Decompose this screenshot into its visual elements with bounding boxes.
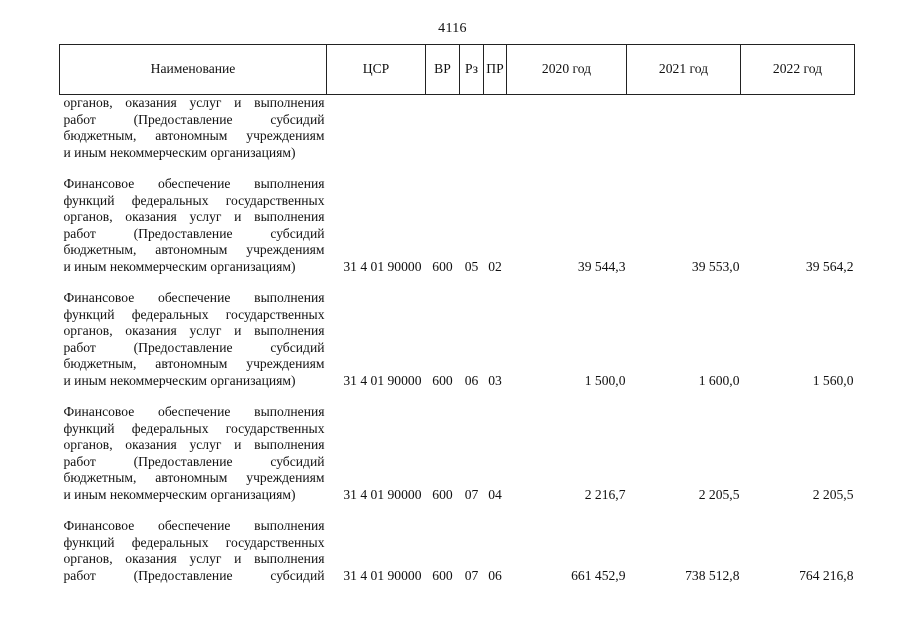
row-name-line: бюджетным, автономным учреждениям [63,128,325,143]
row-csr: 31 4 01 90000 [343,486,422,502]
row-pr: 02 [488,258,502,274]
row-name [60,404,327,503]
row-name-line: бюджетным, автономным учреждениям [63,356,325,371]
page-number: 4116 [438,21,467,36]
row-vr: 600 [432,567,453,583]
table-header-row [60,45,855,95]
row-value-2022 [741,95,855,162]
row-csr: 31 4 01 90000 [343,372,422,388]
row-vr: 600 [432,372,453,388]
row-name-line: бюджетным, автономным учреждениям [63,470,325,485]
column-header-2022: 2022 год [741,45,855,95]
row-name-line: работ (Предоставление субсидий [63,111,325,127]
row-value-2021: 738 512,8 [685,567,740,583]
row-name-line: функций федеральных государственных [63,192,325,208]
row-name-line: работ (Предоставление субсидий [63,453,325,469]
row-name-line: и иным некоммерческим организациям) [63,486,296,502]
column-header-pr: ПР [484,45,507,95]
row-rz: 06 [464,372,479,388]
row-name-line: органов, оказания услуг и выполнения [63,95,325,110]
row-value-2021: 2 205,5 [698,486,740,502]
row-spacer [60,161,855,176]
row-value-2021: 1 600,0 [698,372,740,388]
table-row [60,290,855,389]
row-csr [327,95,426,162]
row-name [60,518,327,584]
row-spacer [60,503,855,518]
row-name-line: Финансовое обеспечение выполнения [63,518,325,533]
row-name-line: Финансовое обеспечение выполнения [63,176,325,191]
row-rz: 07 [464,486,479,502]
row-name-line: работ (Предоставление субсидий [63,567,325,583]
row-pr: 03 [488,372,502,388]
column-header-csr: ЦСР [327,45,426,95]
row-name-line: работ (Предоставление субсидий [63,339,325,355]
row-name-line: и иным некоммерческим организациям) [63,258,296,274]
column-header-rz: Рз [460,45,484,95]
row-value-2022: 1 560,0 [812,372,854,388]
row-vr [426,95,460,162]
row-value-2020: 1 500,0 [584,372,626,388]
row-name-line: и иным некоммерческим организациям) [63,372,296,388]
row-pr [484,95,507,162]
row-name-line: работ (Предоставление субсидий [63,225,325,241]
row-csr: 31 4 01 90000 [343,567,422,583]
row-name-line: органов, оказания услуг и выполнения [63,209,325,224]
row-rz: 07 [464,567,479,583]
row-name [60,176,327,275]
row-rz: 05 [464,258,479,274]
row-name-line: Финансовое обеспечение выполнения [63,404,325,419]
row-spacer [60,275,855,290]
row-rz [460,95,484,162]
table-row [60,95,855,162]
row-name [60,95,327,162]
row-value-2022: 2 205,5 [812,486,854,502]
row-name-line: органов, оказания услуг и выполнения [63,437,325,452]
row-value-2022: 39 564,2 [805,258,854,274]
row-name-line: органов, оказания услуг и выполнения [63,551,325,566]
row-name-line: функций федеральных государственных [63,420,325,436]
column-header-2021: 2021 год [627,45,741,95]
row-value-2020: 661 452,9 [571,567,626,583]
row-value-2022: 764 216,8 [799,567,854,583]
row-vr: 600 [432,486,453,502]
column-header-vr: ВР [426,45,460,95]
row-name-line: органов, оказания услуг и выполнения [63,323,325,338]
row-name-line: и иным некоммерческим организациям) [63,144,296,160]
row-vr: 600 [432,258,453,274]
row-value-2021: 39 553,0 [691,258,740,274]
table-row [60,518,855,584]
row-value-2020: 39 544,3 [577,258,626,274]
row-spacer [60,389,855,404]
row-name-line: бюджетным, автономным учреждениям [63,242,325,257]
row-name [60,290,327,389]
row-name-line: Финансовое обеспечение выполнения [63,290,325,305]
budget-table [59,44,855,584]
row-value-2020 [507,95,627,162]
table-row [60,176,855,275]
column-header-2020: 2020 год [507,45,627,95]
table-body [60,95,855,585]
row-pr: 06 [488,567,502,583]
table-row [60,404,855,503]
row-value-2020: 2 216,7 [584,486,626,502]
row-name-line: функций федеральных государственных [63,306,325,322]
column-header-name: Наименование [60,45,327,95]
row-csr: 31 4 01 90000 [343,258,422,274]
row-pr: 04 [488,486,502,502]
row-value-2021 [627,95,741,162]
row-name-line: функций федеральных государственных [63,534,325,550]
